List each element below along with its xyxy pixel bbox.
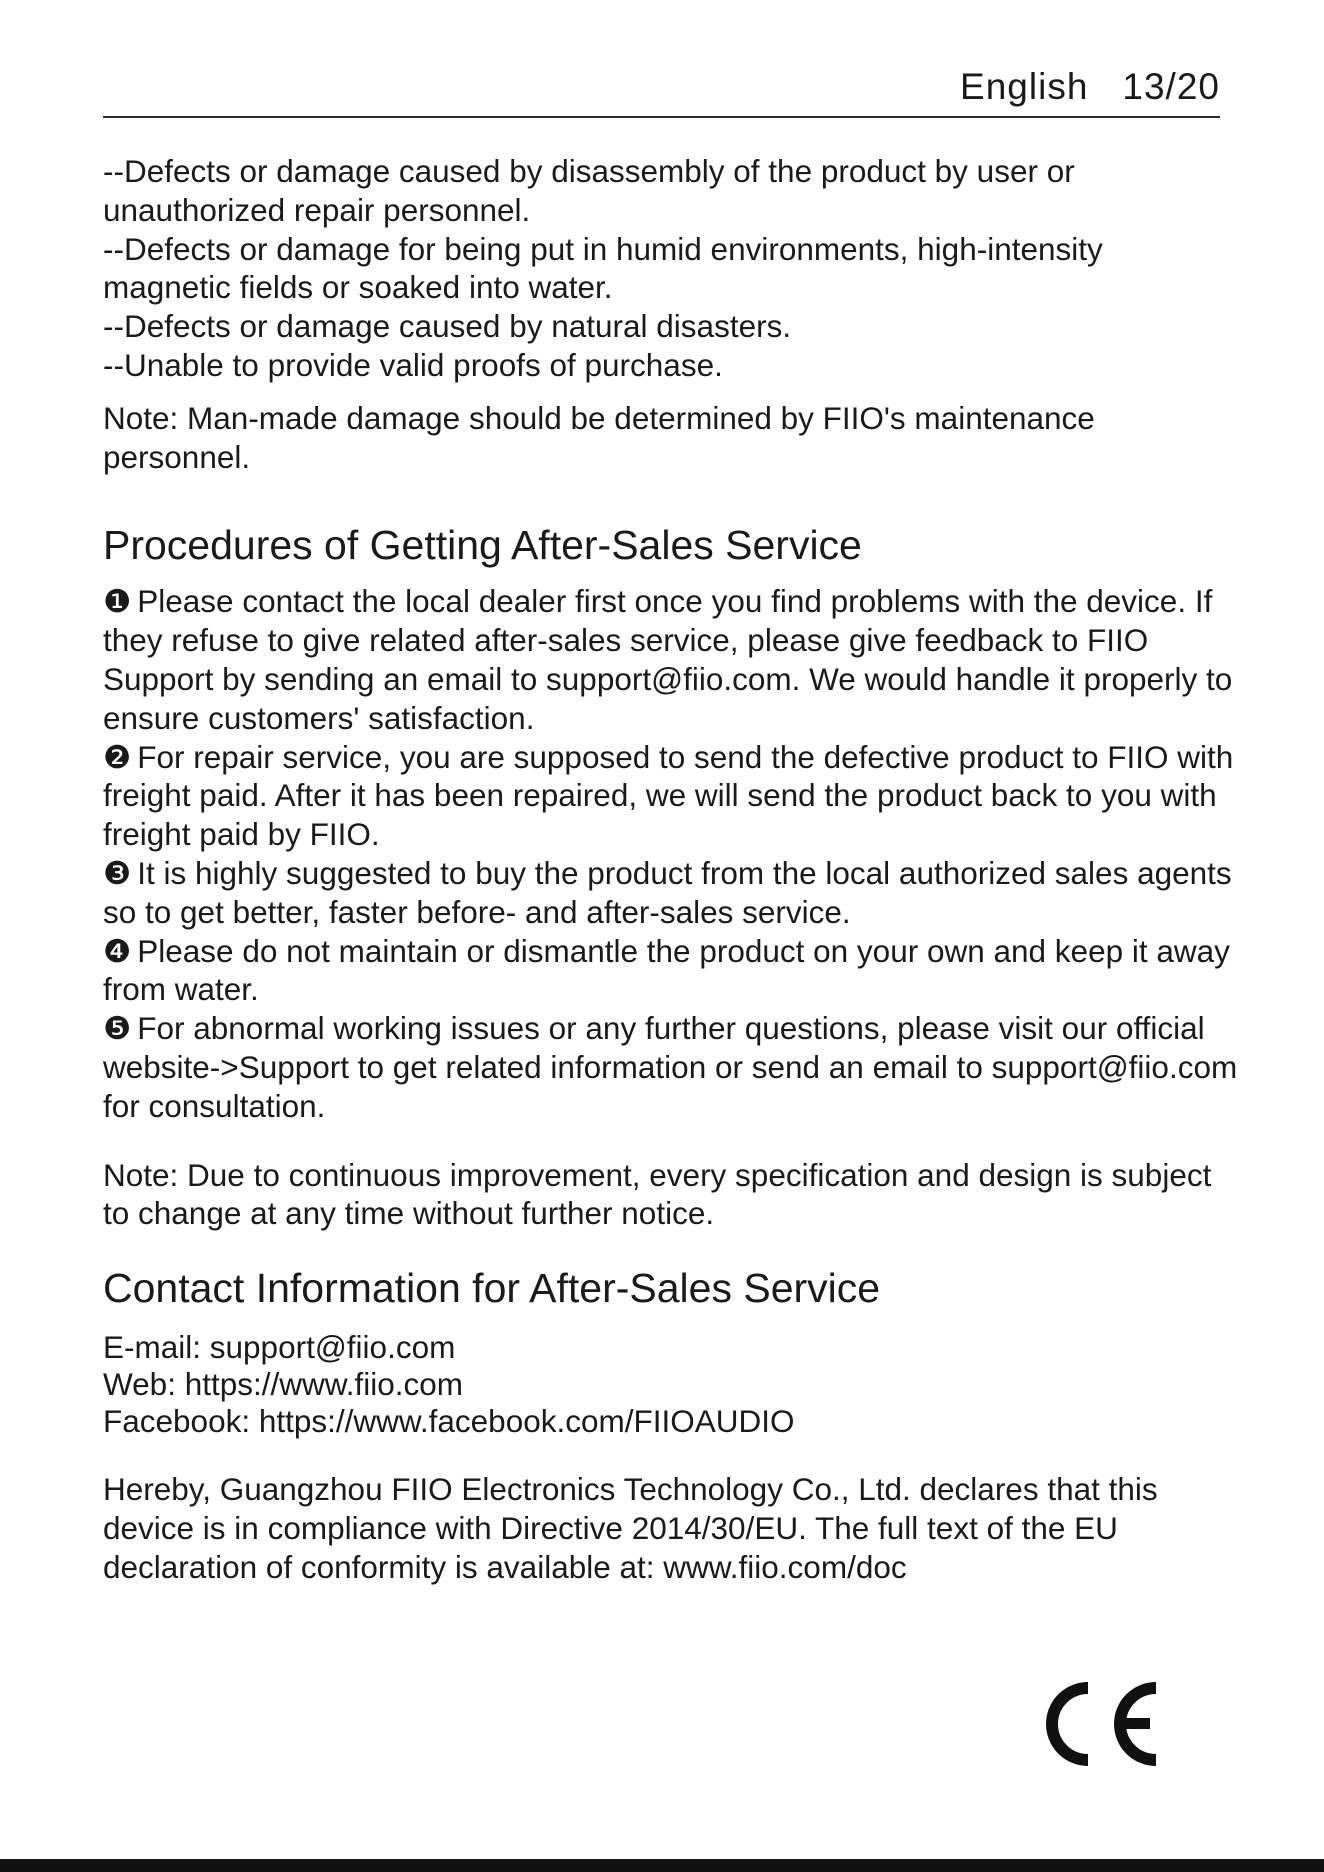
page-number: 13/20 [1122,66,1220,107]
exclusion-item: --Defects or damage for being put in humid environments, high-intensity magnetic fields or soaked into water. [103,230,1103,306]
contact-info [103,1329,1238,1440]
exclusion-item: --Defects or damage caused by natural disasters. [103,308,792,345]
step-number: ❶ [103,583,132,620]
exclusion-item: --Defects or damage caused by disassembly of the product by user or unauthorized repair personnel. [103,153,1075,228]
step-number: ❹ [103,932,132,969]
procedure-item [103,854,1238,932]
step-number: ❺ [103,1010,132,1047]
procedure-text: It is highly suggested to buy the product from the local authorized sales agents so to get better, faster before- and after-sales service. [103,854,1232,930]
language-label: English [960,66,1089,107]
page-content [103,152,1238,1587]
specification-note: Note: Due to continuous improvement, every specification and design is subject to change at any time without further notice. [103,1156,1212,1232]
procedures-list [103,582,1238,1125]
bottom-border [0,1859,1324,1872]
ce-mark-icon [1038,1680,1164,1768]
contact-email[interactable]: E-mail: support@fiio.com [103,1329,456,1366]
exclusion-item: --Unable to provide valid proofs of purchase. [103,346,723,383]
eu-declaration: Hereby, Guangzhou FIIO Electronics Technology Co., Ltd. declares that this device is in compliance with Directive 2014/30/EU. The full text of the EU declaration of conformity is available at: www.fiio.com/doc [103,1471,1158,1585]
warranty-exclusions [103,152,1238,385]
contact-web[interactable]: Web: https://www.fiio.com [103,1366,464,1403]
procedure-text: Please do not maintain or dismantle the product on your own and keep it away from water. [103,932,1230,1008]
contact-facebook[interactable]: Facebook: https://www.facebook.com/FIIOAUDIO [103,1403,795,1440]
step-number: ❷ [103,738,132,775]
procedure-item [103,738,1238,854]
procedure-item [103,932,1238,1010]
procedure-text: For abnormal working issues or any further questions, please visit our official website->Support to get related information or send an email to support@fiio.com for consultation. [103,1010,1238,1124]
page-header [103,62,1220,118]
procedures-heading: Procedures of Getting After-Sales Service [103,522,862,569]
procedure-item [103,582,1238,737]
procedure-item [103,1009,1238,1125]
procedure-text: Please contact the local dealer first once you find problems with the device. If they refuse to give related after-sales service, please give feedback to FIIO Support by sending an email to support@fiio.com. We would handle it properly to ensure customers' satisfaction. [103,583,1233,736]
contact-heading: Contact Information for After-Sales Service [103,1265,881,1312]
step-number: ❸ [103,854,132,891]
procedure-text: For repair service, you are supposed to send the defective product to FIIO with freight paid. After it has been repaired, we will send the product back to you with freight paid by FIIO. [103,738,1234,853]
damage-note: Note: Man-made damage should be determined by FIIO's maintenance personnel. [103,399,1095,475]
